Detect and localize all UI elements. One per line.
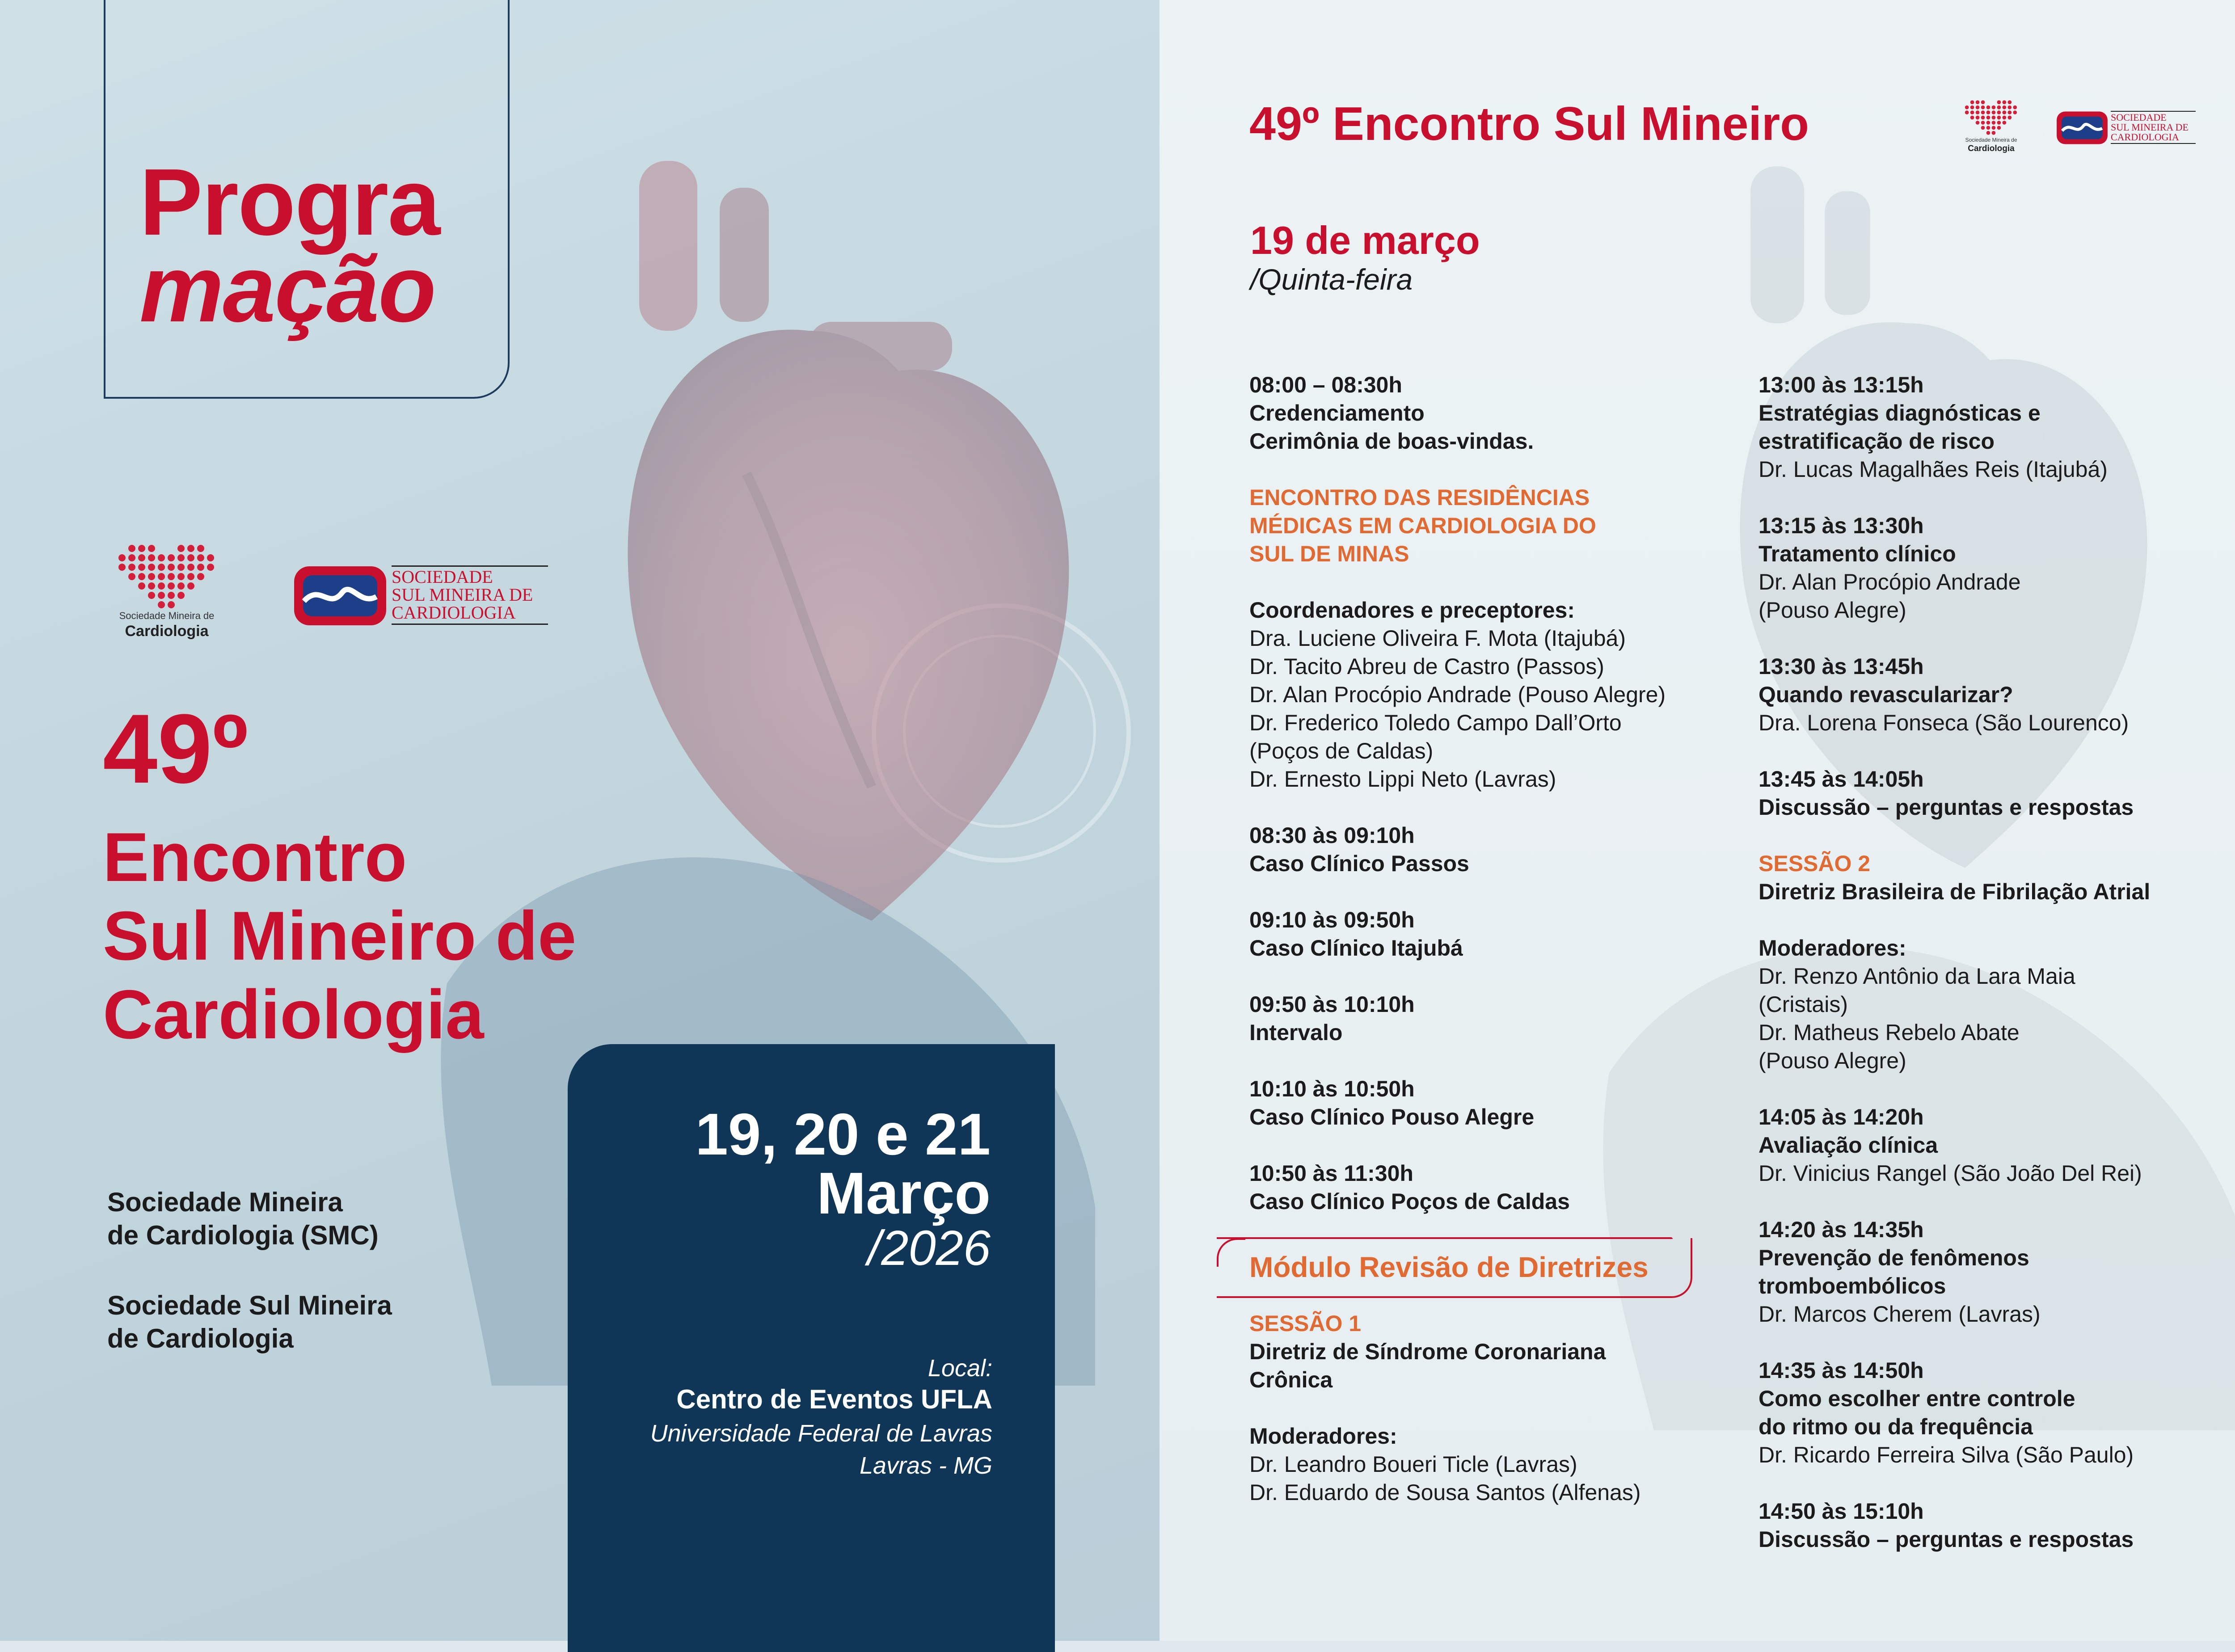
schedule-line-bold: Caso Clínico Itajubá <box>1249 936 1463 961</box>
ssmc-logo <box>293 565 548 626</box>
heart-dot <box>1992 110 1996 114</box>
schedule-line-bold: 13:30 às 13:45h <box>1758 654 1924 679</box>
schedule-line: Dr. Alan Procópio Andrade (Pouso Alegre) <box>1249 682 1666 707</box>
heart-dot <box>1970 100 1974 104</box>
module-title: Módulo Revisão de Diretrizes <box>1249 1251 1649 1283</box>
section-heading: SESSÃO 1 <box>1249 1311 1362 1336</box>
heart-dot <box>2007 116 2012 120</box>
location-name: Centro de Eventos UFLA <box>676 1384 992 1414</box>
heart-dot <box>1976 116 1980 120</box>
smc-logo-small <box>1963 99 2019 157</box>
heart-dot <box>1992 116 1996 120</box>
schedule-item <box>1249 1422 1754 1507</box>
schedule-item <box>1249 1075 1754 1131</box>
heart-dot <box>1981 121 1985 125</box>
event-title-line: Sul Mineiro de <box>103 897 577 974</box>
organizer-line: Sociedade Mineira <box>107 1187 343 1217</box>
ssmc-emblem-icon <box>293 565 387 626</box>
schedule-line-bold: Caso Clínico Poços de Caldas <box>1249 1189 1570 1214</box>
schedule-column-2 <box>1758 371 2235 1582</box>
heart-dot <box>168 601 175 608</box>
location-city: Lavras - MG <box>859 1452 992 1479</box>
heart-dot <box>138 554 145 561</box>
ssmc-logo-line3: CARDIOLOGIA <box>392 603 516 623</box>
schedule-item <box>1249 596 1754 793</box>
ssmc-logo-small <box>2056 111 2196 145</box>
schedule-line: Dr. Tacito Abreu de Castro (Passos) <box>1249 654 1604 679</box>
schedule-item <box>1249 990 1754 1047</box>
organizer-line: Sociedade Sul Mineira <box>107 1290 392 1320</box>
schedule-line-bold: Prevenção de fenômenos <box>1758 1245 2029 1270</box>
schedule-line-bold: Diretriz Brasileira de Fibrilação Atrial <box>1758 879 2151 904</box>
schedule-line-bold: 08:00 – 08:30h <box>1249 372 1402 397</box>
schedule-title: 49º Encontro Sul Mineiro <box>1249 97 1809 150</box>
schedule-item <box>1758 765 2235 822</box>
organizer-line: de Cardiologia (SMC) <box>107 1220 379 1250</box>
heart-dot <box>148 592 155 599</box>
heart-dot <box>187 564 194 571</box>
schedule-item <box>1758 1497 2235 1554</box>
schedule-item <box>1758 371 2235 484</box>
heart-dot <box>177 573 185 580</box>
schedule-line-bold: Cerimônia de boas-vindas. <box>1249 429 1534 454</box>
schedule-line: Dra. Lorena Fonseca (São Lourenco) <box>1758 710 2129 735</box>
schedule-line-bold: Caso Clínico Passos <box>1249 851 1469 876</box>
heart-dot <box>2003 121 2007 125</box>
organizer-smc <box>107 1186 465 1252</box>
schedule-line: (Pouso Alegre) <box>1758 598 1906 623</box>
heart-dot <box>2003 116 2007 120</box>
heart-dot <box>168 564 175 571</box>
heart-dot <box>177 592 185 599</box>
schedule-line-bold: Discussão – perguntas e respostas <box>1758 1527 2134 1552</box>
schedule-line: Dr. Matheus Rebelo Abate <box>1758 1020 2020 1045</box>
heart-dot <box>1992 121 1996 125</box>
schedule-line: (Cristais) <box>1758 992 1848 1017</box>
heart-dot <box>177 545 185 552</box>
heart-dot <box>148 582 155 590</box>
smc-logo <box>115 543 218 650</box>
heart-dot <box>168 573 175 580</box>
heart-dot <box>1970 110 1974 114</box>
schedule-line-bold: 08:30 às 09:10h <box>1249 823 1415 848</box>
schedule-line: Dra. Luciene Oliveira F. Mota (Itajubá) <box>1249 626 1626 651</box>
heart-dot <box>1997 110 2001 114</box>
heart-dot <box>187 582 194 590</box>
heart-dot <box>1981 105 1985 110</box>
schedule-line-bold: Caso Clínico Pouso Alegre <box>1249 1104 1535 1129</box>
schedule-item <box>1249 484 1754 568</box>
schedule-item <box>1249 822 1754 878</box>
edition-number: 49º <box>103 694 249 804</box>
heart-dot <box>1997 116 2001 120</box>
heart-dot <box>177 554 185 561</box>
schedule-column-1-module <box>1249 1310 1754 1535</box>
heart-dot <box>2003 105 2007 110</box>
schedule-line-bold: 10:50 às 11:30h <box>1249 1161 1413 1186</box>
heart-dot <box>1965 105 1969 110</box>
event-title <box>103 818 684 1054</box>
heart-dot <box>1970 116 1974 120</box>
event-dates: 19, 20 e 21 <box>695 1101 991 1167</box>
heart-dot <box>148 573 155 580</box>
schedule-line-bold: 14:50 às 15:10h <box>1758 1499 1924 1524</box>
schedule-line: Dr. Vinicius Rangel (São João Del Rei) <box>1758 1161 2142 1186</box>
ssmc-logo-line3: CARDIOLOGIA <box>2111 131 2179 143</box>
ssmc-logo-line1: SOCIEDADE <box>392 567 493 587</box>
schedule-line: Dr. Frederico Toledo Campo Dall’Orto <box>1249 710 1622 735</box>
schedule-line-bold: Credenciamento <box>1249 400 1425 426</box>
schedule-line-bold: 13:45 às 14:05h <box>1758 767 1924 792</box>
schedule-line-bold: Moderadores: <box>1249 1424 1397 1449</box>
heart-dot <box>148 545 155 552</box>
event-title-line: Cardiologia <box>103 976 484 1053</box>
heart-dot <box>187 545 194 552</box>
heart-dot <box>1997 126 2001 130</box>
heart-dot <box>158 592 165 599</box>
schedule-item <box>1249 1310 1754 1394</box>
schedule-day: 19 de março <box>1250 218 1480 262</box>
schedule-item <box>1758 1357 2235 1469</box>
schedule-line: (Pouso Alegre) <box>1758 1048 1906 1073</box>
heart-dot <box>207 564 214 571</box>
heart-dot <box>1965 110 1969 114</box>
schedule-item <box>1758 653 2235 737</box>
schedule-line-bold: 13:00 às 13:15h <box>1758 372 1924 397</box>
schedule-line-bold: tromboembólicos <box>1758 1273 1946 1298</box>
heart-dot <box>118 554 126 561</box>
schedule-line-bold: 14:35 às 14:50h <box>1758 1358 1924 1383</box>
schedule-line: Dr. Leandro Boueri Ticle (Lavras) <box>1249 1452 1577 1477</box>
organizer-ssmc <box>107 1289 465 1355</box>
heart-dot <box>2003 100 2007 104</box>
heart-dot <box>128 545 135 552</box>
schedule-item <box>1758 1103 2235 1188</box>
schedule-item <box>1758 850 2235 906</box>
heart-dot <box>118 564 126 571</box>
heart-dot <box>148 554 155 561</box>
heart-dot <box>2007 100 2012 104</box>
heart-dot <box>2013 110 2017 114</box>
schedule-line-bold: Moderadores: <box>1758 936 1906 961</box>
heart-dot <box>1986 116 1990 120</box>
schedule-line-bold: Discussão – perguntas e respostas <box>1758 795 2134 820</box>
schedule-line: Dr. Marcos Cherem (Lavras) <box>1758 1302 2041 1327</box>
organizer-line: de Cardiologia <box>107 1323 294 1353</box>
heart-dot <box>138 582 145 590</box>
heart-dot <box>1981 126 1985 130</box>
heart-dot <box>1970 105 1974 110</box>
heart-dot <box>138 573 145 580</box>
event-title-line: Encontro <box>103 818 407 896</box>
heart-dot <box>138 564 145 571</box>
schedule-line-bold: 09:50 às 10:10h <box>1249 992 1415 1017</box>
programacao-title-line1: Progra <box>139 149 440 255</box>
heart-dot <box>1992 131 1996 135</box>
heart-dot <box>1976 105 1980 110</box>
schedule-line: (Poços de Caldas) <box>1249 738 1434 763</box>
heart-dot <box>158 601 165 608</box>
ssmc-emblem-icon <box>2056 111 2108 145</box>
heart-dot <box>1997 121 2001 125</box>
heart-dot <box>168 582 175 590</box>
schedule-line-bold: Avaliação clínica <box>1758 1133 1938 1158</box>
heart-dot <box>197 573 204 580</box>
heart-dot <box>1981 116 1985 120</box>
schedule-line: Dr. Eduardo de Sousa Santos (Alfenas) <box>1249 1480 1641 1505</box>
schedule-item <box>1249 371 1754 455</box>
ssmc-logo-line2: SUL MINEIRA DE <box>392 585 533 605</box>
heart-dot <box>2003 110 2007 114</box>
heart-dot <box>168 554 175 561</box>
schedule-line: Dr. Lucas Magalhães Reis (Itajubá) <box>1758 457 2108 482</box>
heart-dot <box>1976 121 1980 125</box>
heart-dot <box>138 545 145 552</box>
section-heading: ENCONTRO DAS RESIDÊNCIAS <box>1249 485 1590 510</box>
schedule-line-bold: do ritmo ou da frequência <box>1758 1414 2033 1439</box>
module-frame-top <box>1217 1237 1673 1239</box>
heart-dot <box>1981 100 1985 104</box>
schedule-line: Dr. Ernesto Lippi Neto (Lavras) <box>1249 767 1556 792</box>
schedule-line-bold: 09:10 às 09:50h <box>1249 907 1415 932</box>
event-year: /2026 <box>867 1221 991 1276</box>
schedule-line: Dr. Ricardo Ferreira Silva (São Paulo) <box>1758 1442 2134 1467</box>
schedule-item <box>1758 934 2235 1075</box>
heart-dot <box>207 554 214 561</box>
heart-dot <box>1976 100 1980 104</box>
schedule-line-bold: Crônica <box>1249 1367 1333 1392</box>
smc-logo-main-text: Cardiologia <box>1968 144 2015 153</box>
heart-dot <box>187 573 194 580</box>
heart-dot <box>2007 110 2012 114</box>
heart-dot <box>128 554 135 561</box>
schedule-item <box>1758 1216 2235 1328</box>
schedule-column-1 <box>1249 371 1754 1244</box>
schedule-line-bold: Diretriz de Síndrome Coronariana <box>1249 1339 1606 1364</box>
programacao-title-line2: mação <box>139 236 435 341</box>
heart-dot <box>197 554 204 561</box>
ssmc-logo-line1: SOCIEDADE <box>2111 112 2167 123</box>
schedule-line: Dr. Renzo Antônio da Lara Maia <box>1758 964 2075 989</box>
smc-logo-small-text: Sociedade Mineira de <box>119 610 215 621</box>
schedule-item <box>1249 906 1754 962</box>
location-label: Local: <box>928 1355 992 1382</box>
schedule-line-bold: Estratégias diagnósticas e <box>1758 400 2041 426</box>
heart-dot <box>177 582 185 590</box>
heart-dot <box>2007 105 2012 110</box>
schedule-line-bold: 14:20 às 14:35h <box>1758 1217 1924 1242</box>
heart-dot <box>158 554 165 561</box>
location-institution: Universidade Federal de Lavras <box>650 1420 992 1447</box>
heart-dot <box>1976 110 1980 114</box>
schedule-line-bold: 14:05 às 14:20h <box>1758 1104 1924 1129</box>
schedule-weekday: /Quinta-feira <box>1250 263 1413 296</box>
heart-dot <box>177 564 185 571</box>
heart-dot <box>1986 105 1990 110</box>
heart-dot <box>1997 105 2001 110</box>
section-heading: SESSÃO 2 <box>1758 851 1871 876</box>
heart-dot <box>1997 100 2001 104</box>
section-heading: MÉDICAS EM CARDIOLOGIA DO <box>1249 513 1596 538</box>
schedule-line-bold: 13:15 às 13:30h <box>1758 513 1924 538</box>
heart-dot <box>158 564 165 571</box>
heart-dot <box>128 573 135 580</box>
schedule-line-bold: Quando revascularizar? <box>1758 682 2013 707</box>
heart-dot <box>197 564 204 571</box>
dotted-heart-icon <box>1963 99 2019 136</box>
schedule-line-bold: estratificação de risco <box>1758 429 1995 454</box>
heart-dot <box>158 582 165 590</box>
heart-dot <box>168 592 175 599</box>
heart-dot <box>1986 121 1990 125</box>
heart-dot <box>1986 126 1990 130</box>
heart-dot <box>187 554 194 561</box>
heart-dot <box>128 564 135 571</box>
heart-dot <box>1992 126 1996 130</box>
heart-dot <box>1986 131 1990 135</box>
schedule-line-bold: Como escolher entre controle <box>1758 1386 2075 1411</box>
schedule-line: Dr. Alan Procópio Andrade <box>1758 569 2021 594</box>
schedule-line-bold: Coordenadores e preceptores: <box>1249 598 1575 623</box>
heart-dot <box>148 564 155 571</box>
schedule-item <box>1758 512 2235 624</box>
schedule-line-bold: Tratamento clínico <box>1758 541 1956 566</box>
heart-dot <box>1986 110 1990 114</box>
schedule-item <box>1249 1159 1754 1216</box>
section-heading: SUL DE MINAS <box>1249 541 1409 566</box>
event-month: Março <box>817 1160 991 1226</box>
heart-dot <box>1992 105 1996 110</box>
smc-logo-main-text: Cardiologia <box>125 623 209 640</box>
heart-dot <box>2013 105 2017 110</box>
heart-dot <box>1981 110 1985 114</box>
ssmc-logo-line2: SUL MINEIRA DE <box>2111 122 2189 133</box>
smc-logo-small-text: Sociedade Mineira de <box>1965 137 2017 143</box>
dotted-heart-icon <box>115 543 218 610</box>
schedule-line-bold: Intervalo <box>1249 1020 1343 1045</box>
heart-dot <box>158 573 165 580</box>
schedule-line-bold: 10:10 às 10:50h <box>1249 1076 1415 1101</box>
heart-dot <box>197 545 204 552</box>
